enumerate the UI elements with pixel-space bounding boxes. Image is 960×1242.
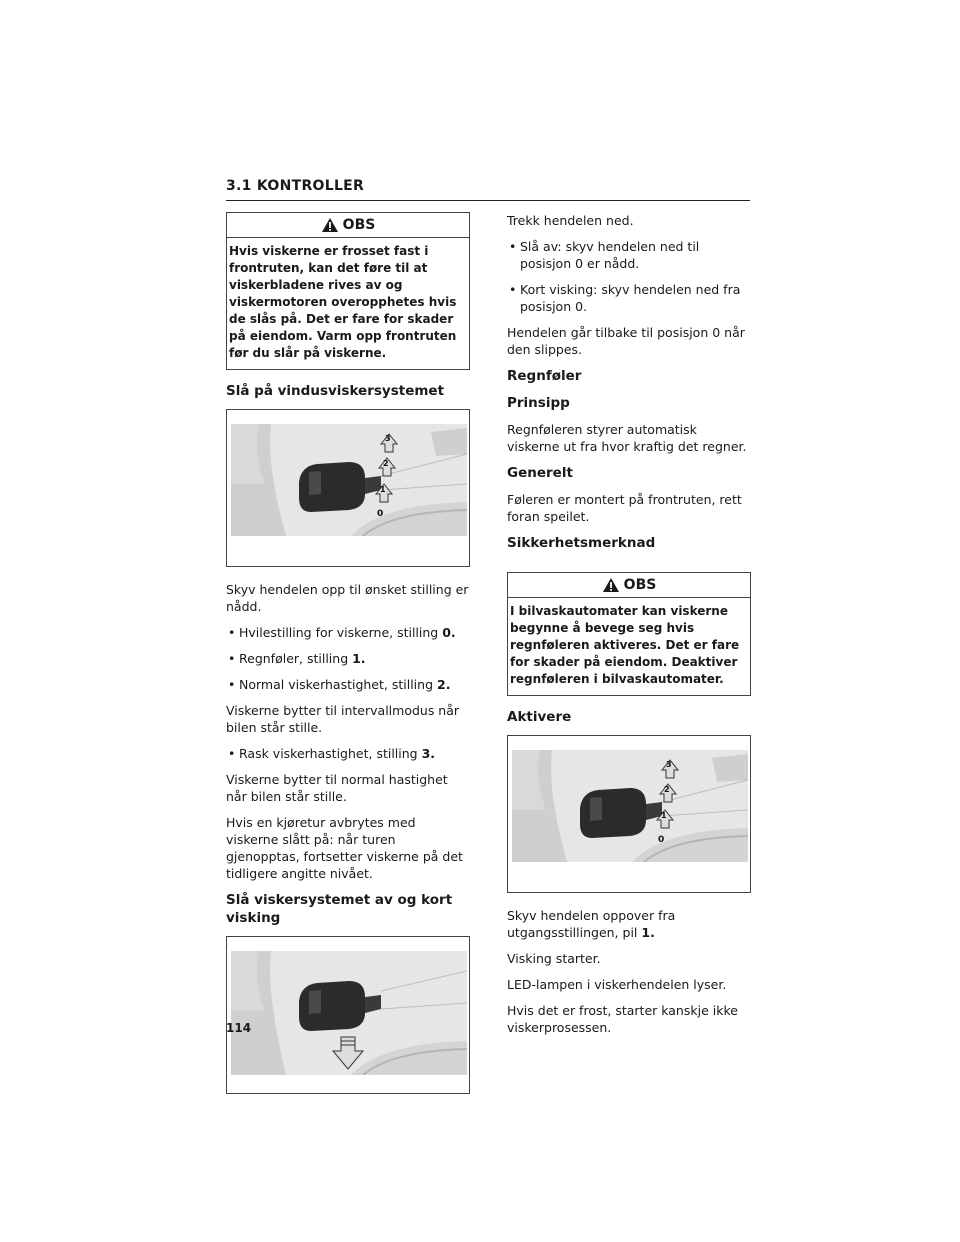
figure-rain-sensor-activate (507, 735, 751, 893)
heading-principle: Prinsipp (507, 395, 570, 411)
warning-icon (602, 577, 620, 593)
position-list (226, 624, 470, 693)
warning-text: I bilvaskautomater kan viskerne begynne å bevege seg hvis regnføleren aktiveres. Det er fare for skader på eiendom. Deaktiver regnføleren i bilvaskautomater. (510, 604, 740, 686)
list-item: • Normal viskerhastighet, stilling 2. (226, 676, 470, 693)
list-item: • Regnføler, stilling 1. (226, 650, 470, 667)
wiper-lever-illustration (231, 424, 467, 536)
page-number: 114 (226, 1021, 252, 1035)
fig1-label-3: 3 (385, 434, 391, 443)
fig1-label-0: 0 (377, 509, 384, 519)
paragraph: Skyv hendelen oppover fra utgangsstillingen, pil 1. (507, 908, 676, 940)
heading-general: Generelt (507, 465, 573, 481)
off-options-list (507, 238, 751, 315)
right-column (507, 212, 751, 1045)
list-item: • Rask viskerhastighet, stilling 3. (226, 745, 470, 762)
paragraph: Viskerne bytter til intervallmodus når bilen står stille. (226, 703, 460, 735)
paragraph: Visking starter. (507, 951, 601, 966)
list-item: • Hvilestilling for viskerne, stilling 0. (226, 624, 470, 641)
paragraph: LED-lampen i viskerhendelen lyser. (507, 977, 727, 992)
warning-box (507, 572, 751, 696)
warning-box (226, 212, 470, 370)
figure-wiper-lever-positions (226, 409, 470, 567)
section-header: 3.1 KONTROLLER (226, 178, 750, 201)
fig1-label-1: 1 (380, 485, 386, 494)
heading-safety-note: Sikkerhetsmerknad (507, 535, 656, 551)
fig3-label-0: 0 (658, 835, 665, 845)
wiper-lever-down-illustration (231, 951, 467, 1075)
heading-activate: Aktivere (507, 709, 572, 725)
paragraph: Trekk hendelen ned. (507, 213, 634, 228)
position-list (226, 745, 470, 762)
heading-deactivate-wipers: Slå viskersystemet av og kort visking (226, 892, 453, 926)
warning-title: OBS (623, 577, 657, 593)
left-column (226, 212, 470, 1108)
paragraph: Viskerne bytter til normal hastighet når bilen står stille. (226, 772, 448, 804)
list-item: • Kort visking: skyv hendelen ned fra posisjon 0. (507, 281, 751, 315)
heading-activate-wipers: Slå på vindusviskersystemet (226, 383, 445, 399)
fig3-label-2: 2 (664, 785, 670, 794)
paragraph: Skyv hendelen opp til ønsket stilling er nådd. (226, 582, 469, 614)
paragraph: Føleren er montert på frontruten, rett foran speilet. (507, 492, 742, 524)
warning-header (227, 213, 469, 238)
paragraph: Regnføleren styrer automatisk viskerne ut fra hvor kraftig det regner. (507, 422, 747, 454)
paragraph: Hvis det er frost, starter kanskje ikke viskerprosessen. (507, 1003, 738, 1035)
list-item: • Slå av: skyv hendelen ned til posisjon 0 er nådd. (507, 238, 751, 272)
wiper-lever-up-illustration (512, 750, 748, 862)
warning-icon (321, 217, 339, 233)
fig1-label-2: 2 (383, 459, 389, 468)
warning-header (508, 573, 750, 598)
warning-title: OBS (342, 217, 376, 233)
fig3-label-3: 3 (666, 760, 672, 769)
warning-text: Hvis viskerne er frosset fast i frontruten, kan det føre til at viskerbladene rives av og viskermotoren overopphetes hvis de slås på. Det er fare for skader på eiendom. Varm opp frontruten før du slår på viskerne. (229, 244, 457, 360)
paragraph: Hvis en kjøretur avbrytes med viskerne slått på: når turen gjenopptas, fortsetter viskerne på det tidligere angitte nivået. (226, 815, 463, 881)
paragraph: Hendelen går tilbake til posisjon 0 når den slippes. (507, 325, 745, 357)
heading-rain-sensor: Regnføler (507, 368, 582, 384)
fig3-label-1: 1 (661, 811, 667, 820)
figure-wiper-lever-down (226, 936, 470, 1094)
